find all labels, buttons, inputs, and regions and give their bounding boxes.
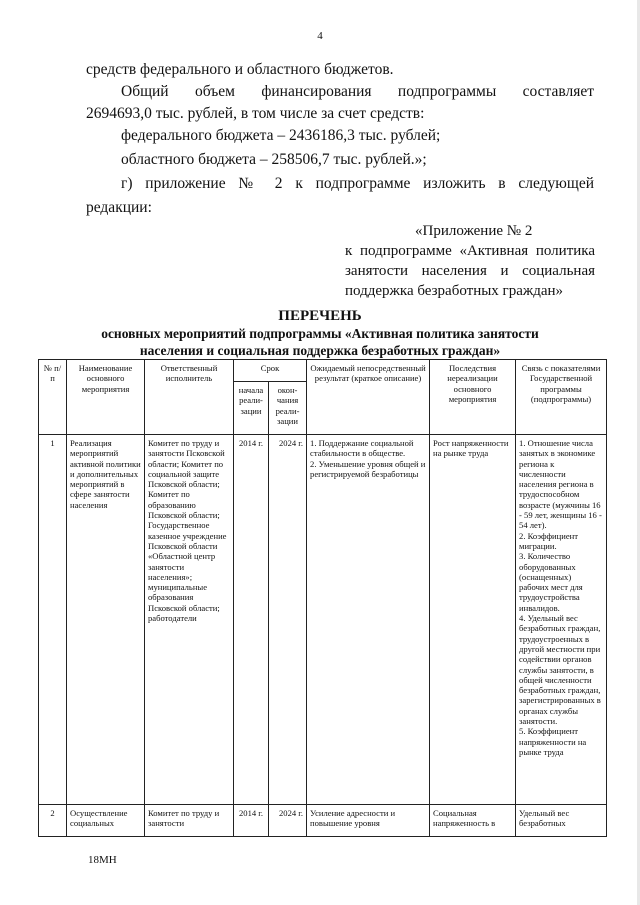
row-2-start: 2014 г. bbox=[234, 805, 269, 837]
row-1-end: 2024 г. bbox=[269, 435, 307, 805]
row-1-result bbox=[307, 435, 430, 805]
page-number: 4 bbox=[317, 30, 323, 42]
table-row bbox=[39, 435, 607, 805]
appendix-line-2: к подпрограмме «Активная политика bbox=[345, 243, 595, 259]
row-1-link-item-3: 3. Количество оборудованных (оснащенных) рабочих мест для трудоустройства инвалидов. bbox=[519, 551, 583, 613]
row-1-name: Реализация мероприятий активной политики и дополнительных мероприятий в сфере занятости населения bbox=[67, 435, 145, 805]
row-1-link-item-1: 1. Отношение числа занятых в экономике региона к численности населения региона в трудоспособном возрасте (мужчины 16 - 59 лет, женщины 16 - 54 лет). bbox=[519, 438, 602, 531]
appendix-line-1: «Приложение № 2 bbox=[415, 223, 533, 239]
row-2-link: Удельный вес безработных bbox=[516, 805, 607, 837]
header-consequences: Последствия нереализации основного мероприятия bbox=[430, 360, 516, 435]
footer-code: 18МН bbox=[88, 854, 117, 866]
row-2-result: Усиление адресности и повышение уровня bbox=[307, 805, 430, 837]
row-2-consequences: Социальная напряженность в bbox=[430, 805, 516, 837]
row-1-result-item-1: 1. Поддержание социальной стабильности в обществе. bbox=[310, 438, 414, 459]
measures-table bbox=[38, 359, 607, 837]
row-1-consequences: Рост напряженности на рынке труда bbox=[430, 435, 516, 805]
header-term: Срок bbox=[234, 360, 307, 382]
row-1-link-item-4: 4. Удельный вес безработных граждан, трудоустроенных в другой местности при содействии органов службы занятости, в общей численности безработных граждан, зарегистрированных в органах службы занятости. bbox=[519, 613, 601, 727]
body-line-4: федерального бюджета – 2436186,3 тыс. рублей; bbox=[121, 127, 441, 144]
row-2-executor: Комитет по труду и занятости bbox=[145, 805, 234, 837]
appendix-line-4: поддержка безработных граждан» bbox=[345, 283, 564, 299]
header-executor: Ответственный исполнитель bbox=[145, 360, 234, 435]
row-1-result-item-2: 2. Уменьшение уровня общей и регистрируемой безработицы bbox=[310, 458, 426, 479]
body-line-7: редакции: bbox=[86, 199, 152, 216]
row-1-executor: Комитет по труду и занятости Псковской области; Комитет по социальной защите Псковской области; Комитет по образованию Псковской области; Государственное казенное учреждение Псковской области «Областной центр занятости населения»; муниципальные образования Псковской области; работодатели bbox=[145, 435, 234, 805]
row-1-num: 1 bbox=[39, 435, 67, 805]
row-2-num: 2 bbox=[39, 805, 67, 837]
row-1-link-item-5: 5. Коэффициент напряженности на рынке труда bbox=[519, 726, 587, 757]
appendix-line-3: занятости населения и социальная bbox=[345, 263, 595, 279]
header-start: начала реали-зации bbox=[234, 382, 269, 435]
body-line-6: г) приложение № 2 к подпрограмме изложить в следующей bbox=[121, 175, 594, 192]
row-1-link bbox=[516, 435, 607, 805]
body-line-3: 2694693,0 тыс. рублей, в том числе за счет средств: bbox=[86, 105, 425, 122]
heading-subtitle-1: основных мероприятий подпрограммы «Активная политика занятости bbox=[101, 326, 539, 341]
row-2-name: Осуществление социальных bbox=[67, 805, 145, 837]
table-row bbox=[39, 805, 607, 837]
row-2-end: 2024 г. bbox=[269, 805, 307, 837]
body-line-5: областного бюджета – 258506,7 тыс. рублей.»; bbox=[121, 151, 427, 168]
body-line-2: Общий объем финансирования подпрограммы составляет bbox=[121, 83, 594, 100]
header-name: Наименование основного мероприятия bbox=[67, 360, 145, 435]
header-end: окон-чания реали-зации bbox=[269, 382, 307, 435]
header-link: Связь с показателями Государственной программы (подпрограммы) bbox=[516, 360, 607, 435]
header-result: Ожидаемый непосредственный результат (краткое описание) bbox=[307, 360, 430, 435]
heading-subtitle-2: населения и социальная поддержка безработных граждан» bbox=[139, 343, 501, 358]
row-1-start: 2014 г. bbox=[234, 435, 269, 805]
table-header-row bbox=[39, 360, 607, 382]
header-num: № п/п bbox=[39, 360, 67, 435]
heading-title: ПЕРЕЧЕНЬ bbox=[278, 308, 362, 324]
body-line-1: средств федерального и областного бюджетов. bbox=[86, 61, 394, 78]
row-1-link-item-2: 2. Коэффициент миграции. bbox=[519, 530, 579, 551]
